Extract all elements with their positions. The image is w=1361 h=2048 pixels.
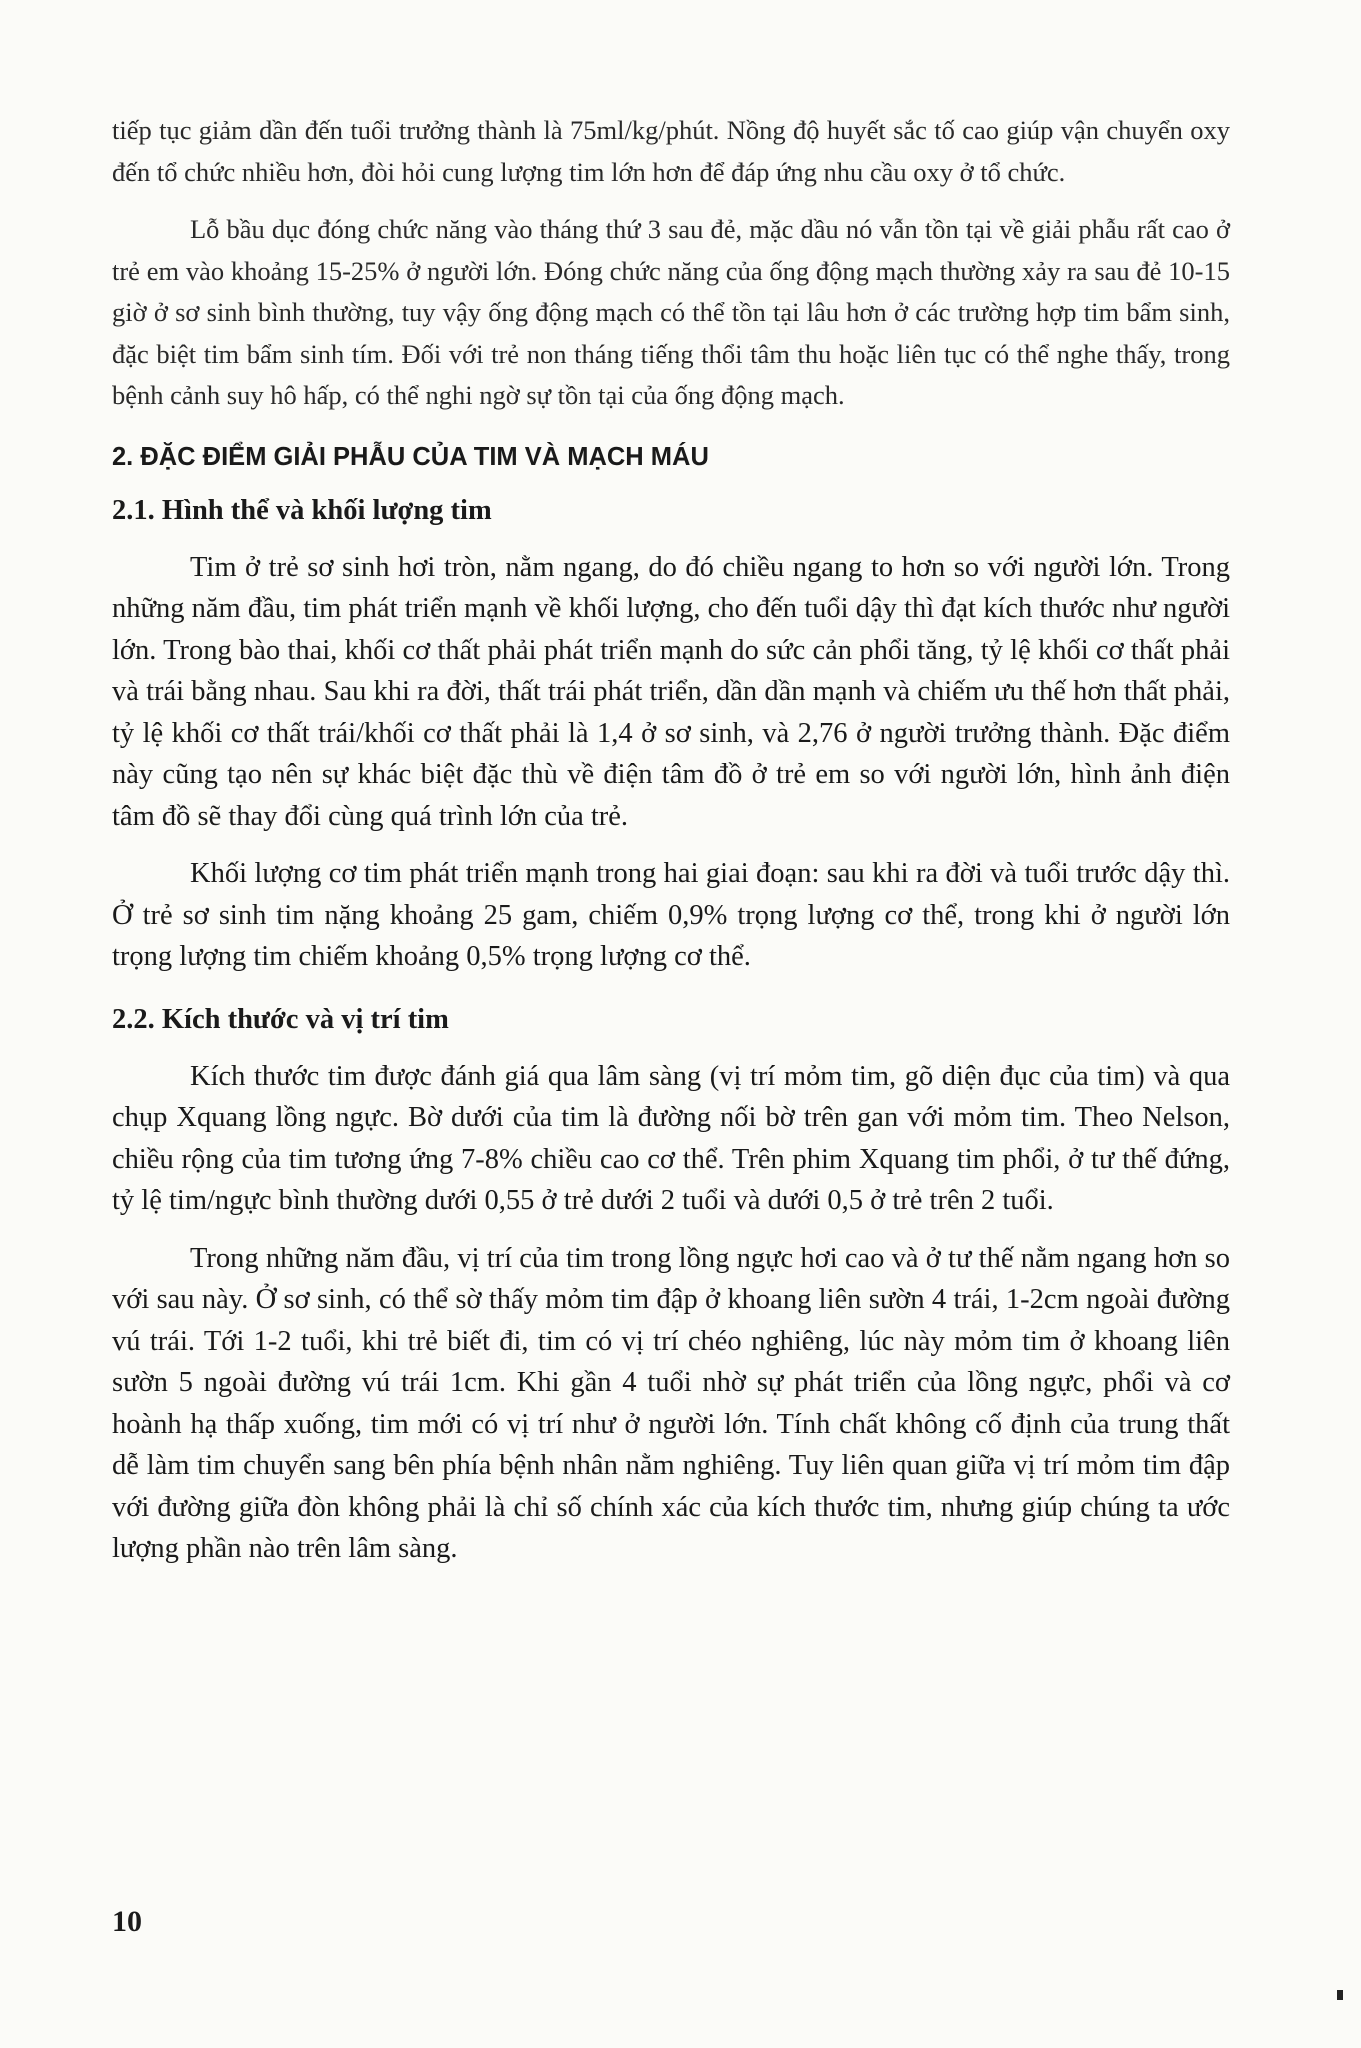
page-content — [112, 110, 1230, 1570]
paragraph-shape-mass-1: Tim ở trẻ sơ sinh hơi tròn, nằm ngang, do đó chiều ngang to hơn so với người lớn. Trong những năm đầu, tim phát triển mạnh về khối lượng, cho đến tuổi dậy thì đạt kích thước như người lớn. Trong bào thai, khối cơ thất phải phát triển mạnh do sức cản phổi tăng, tỷ lệ khối cơ thất phải và trái bằng nhau. Sau khi ra đời, thất trái phát triển, dần dần mạnh và chiếm ưu thế hơn thất phải, tỷ lệ khối cơ thất trái/khối cơ thất phải là 1,4 ở sơ sinh, và 2,76 ở người trưởng thành. Đặc điểm này cũng tạo nên sự khác biệt đặc thù về điện tâm đồ ở trẻ em so với người lớn, hình ảnh điện tâm đồ sẽ thay đổi cùng quá trình lớn của trẻ. — [112, 551, 1230, 832]
subsection-heading-shape-mass: 2.1. Hình thể và khối lượng tim — [112, 494, 492, 526]
page-number: 10 — [112, 1905, 142, 1938]
paragraph-size-position-1: Kích thước tim được đánh giá qua lâm sàng (vị trí mỏm tim, gõ diện đục của tim) và qua chụp Xquang lồng ngực. Bờ dưới của tim là đường nối bờ trên gan với mỏm tim. Theo Nelson, chiều rộng của tim tương ứng 7-8% chiều cao cơ thể. Trên phim Xquang tim phổi, ở tư thế đứng, tỷ lệ tim/ngực bình thường dưới 0,55 ở trẻ dưới 2 tuổi và dưới 0,5 ở trẻ trên 2 tuổi. — [112, 1060, 1230, 1216]
section-heading-anatomy: 2. ĐẶC ĐIỂM GIẢI PHẪU CỦA TIM VÀ MẠCH MÁU — [112, 442, 709, 471]
paragraph-size-position-2: Trong những năm đầu, vị trí của tim trong lồng ngực hơi cao và ở tư thế nằm ngang hơn so với sau này. Ở sơ sinh, có thể sờ thấy mỏm tim đập ở khoang liên sườn 4 trái, 1-2cm ngoài đường vú trái. Tới 1-2 tuổi, khi trẻ biết đi, tim có vị trí chéo nghiêng, lúc này mỏm tim ở khoang liên sườn 5 ngoài đường vú trái 1cm. Khi gần 4 tuổi nhờ sự phát triển của lồng ngực, phổi và cơ hoành hạ thấp xuống, tim mới có vị trí như ở người lớn. Tính chất không cố định của trung thất dễ làm tim chuyển sang bên phía bệnh nhân nằm nghiêng. Tuy liên quan giữa vị trí mỏm tim đập với đường giữa đòn không phải là chỉ số chính xác của kích thước tim, nhưng giúp chúng ta ước lượng phần nào trên lâm sàng. — [112, 1242, 1230, 1564]
paragraph-shape-mass-2: Khối lượng cơ tim phát triển mạnh trong hai giai đoạn: sau khi ra đời và tuổi trước dậy thì. Ở trẻ sơ sinh tim nặng khoảng 25 gam, chiếm 0,9% trọng lượng cơ thể, trong khi ở người lớn trọng lượng tim chiếm khoảng 0,5% trọng lượng cơ thể. — [112, 858, 1230, 972]
intro-paragraph-foramen-ovale: Lỗ bầu dục đóng chức năng vào tháng thứ 3 sau đẻ, mặc dầu nó vẫn tồn tại về giải phẫu rất cao ở trẻ em vào khoảng 15-25% ở người lớn. Đóng chức năng của ống động mạch thường xảy ra sau đẻ 10-15 giờ ở sơ sinh bình thường, tuy vậy ống động mạch có thể tồn tại lâu hơn ở các trường hợp tim bẩm sinh, đặc biệt tim bẩm sinh tím. Đối với trẻ non tháng tiếng thổi tâm thu hoặc liên tục có thể nghe thấy, trong bệnh cảnh suy hô hấp, có thể nghi ngờ sự tồn tại của ống động mạch. — [112, 214, 1230, 410]
scan-edge-mark — [1337, 1990, 1343, 2000]
intro-paragraph-continued: tiếp tục giảm dần đến tuổi trưởng thành là 75ml/kg/phút. Nồng độ huyết sắc tố cao giúp vận chuyển oxy đến tổ chức nhiều hơn, đòi hỏi cung lượng tim lớn hơn để đáp ứng nhu cầu oxy ở tổ chức. — [112, 115, 1230, 187]
subsection-heading-size-position: 2.2. Kích thước và vị trí tim — [112, 1003, 449, 1035]
